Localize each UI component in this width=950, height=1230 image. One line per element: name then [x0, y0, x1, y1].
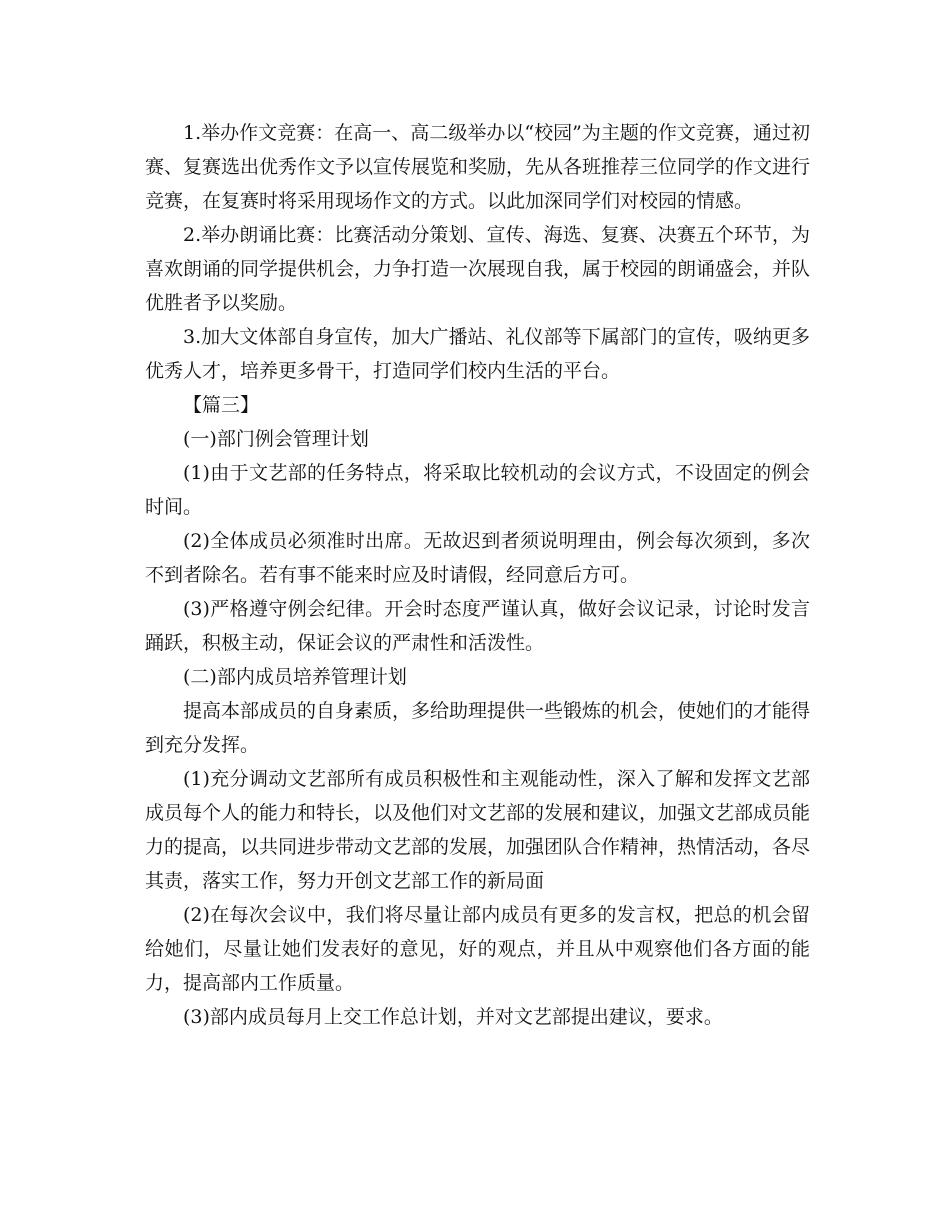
subheading-meeting-plan: (一)部门例会管理计划	[183, 428, 369, 450]
section-heading-part-three: 【篇三】	[183, 394, 260, 416]
paragraph-meeting-rule-2: (2)全体成员必须准时出席。无故迟到者须说明理由，例会每次须到，多次不到者除名。若有事不能来时应及时请假，经同意后方可。	[145, 530, 810, 586]
paragraph-training-rule-3: (3)部内成员每月上交工作总计划，并对文艺部提出建议，要求。	[183, 1006, 723, 1028]
document-body	[145, 116, 810, 1034]
paragraph-essay-contest: 1.举办作文竞赛：在高一、高二级举办以“校园”为主题的作文竞赛，通过初赛、复赛选出优秀作文予以宣传展览和奖励，先从各班推荐三位同学的作文进行竞赛，在复赛时将采用现场作文的方式。以此加深同学们对校园的情感。	[145, 122, 811, 212]
paragraph-training-rule-2: (2)在每次会议中，我们将尽量让部内成员有更多的发言权，把总的机会留给她们，尽量让她们发表好的意见，好的观点，并且从中观察他们各方面的能力，提高部内工作质量。	[145, 904, 810, 994]
paragraph-recitation-contest: 2.举办朗诵比赛：比赛活动分策划、宣传、海选、复赛、决赛五个环节，为喜欢朗诵的同学提供机会，力争打造一次展现自我，属于校园的朗诵盛会，并队优胜者予以奖励。	[145, 224, 811, 314]
paragraph-meeting-rule-3: (3)严格遵守例会纪律。开会时态度严谨认真，做好会议记录，讨论时发言踊跃，积极主动，保证会议的严肃性和活泼性。	[145, 598, 810, 654]
paragraph-training-rule-1: (1)充分调动文艺部所有成员积极性和主观能动性，深入了解和发挥文艺部成员每个人的能力和特长，以及他们对文艺部的发展和建议，加强文艺部成员能力的提高，以共同进步带动文艺部的发展，加强团队合作精神，热情活动，各尽其责，落实工作，努力开创文艺部工作的新局面	[145, 768, 811, 892]
paragraph-publicity: 3.加大文体部自身宣传，加大广播站、礼仪部等下属部门的宣传，吸纳更多优秀人才，培养更多骨干，打造同学们校内生活的平台。	[145, 326, 810, 382]
paragraph-meeting-rule-1: (1)由于文艺部的任务特点，将采取比较机动的会议方式，不设固定的例会时间。	[145, 462, 810, 518]
paragraph-training-intro: 提高本部成员的自身素质，多给助理提供一些锻炼的机会，使她们的才能得到充分发挥。	[145, 700, 811, 756]
subheading-member-training-plan: (二)部内成员培养管理计划	[183, 666, 407, 688]
